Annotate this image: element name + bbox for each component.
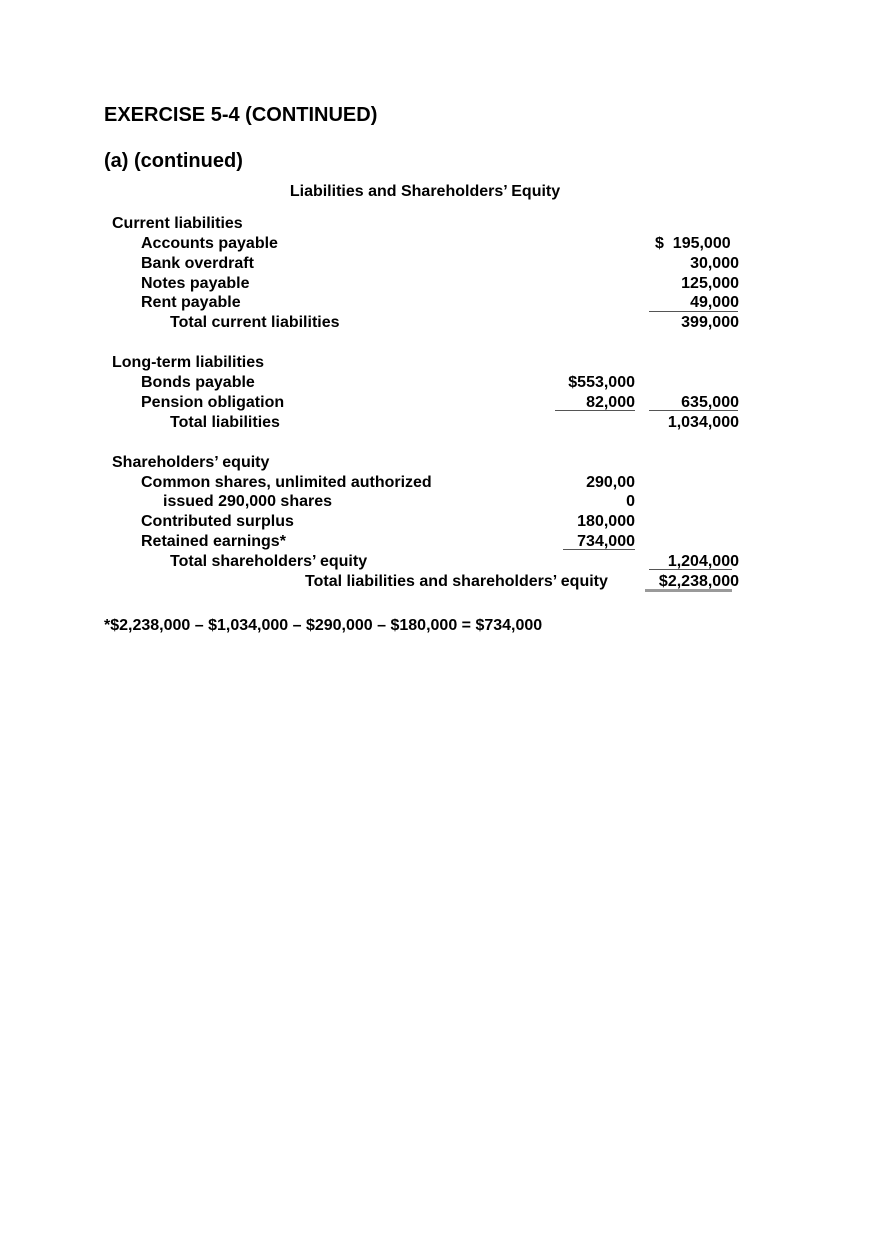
accounts-payable-label: Accounts payable	[141, 235, 278, 252]
total-shareholders-equity-label: Total shareholders’ equity	[170, 553, 368, 570]
pension-obligation-amount: 82,000	[586, 394, 635, 411]
total-liabilities-label: Total liabilities	[170, 414, 280, 431]
total-liabilities-amount: 1,034,000	[667, 414, 739, 431]
contributed-surplus-amount: 180,000	[577, 513, 635, 530]
part-heading: (a) (continued)	[104, 150, 243, 172]
notes-payable-amount: 125,000	[681, 275, 739, 292]
long-term-liabilities-heading: Long-term liabilities	[112, 354, 265, 371]
common-shares-label-line2: issued 290,000 shares	[163, 493, 333, 510]
accounts-payable-amount: $ 195,000	[655, 235, 731, 252]
grand-total-amount: $2,238,000	[658, 573, 739, 590]
exercise-title: EXERCISE 5-4 (CONTINUED)	[104, 104, 378, 126]
total-current-liabilities-amount: 399,000	[681, 314, 739, 331]
bonds-payable-label: Bonds payable	[141, 374, 255, 391]
retained-earnings-amount: 734,000	[577, 533, 635, 550]
double-underline	[645, 589, 732, 592]
contributed-surplus-label: Contributed surplus	[141, 513, 294, 530]
bank-overdraft-amount: 30,000	[690, 255, 739, 272]
current-liabilities-heading: Current liabilities	[112, 215, 243, 232]
long-term-liabilities-total: 635,000	[681, 394, 739, 411]
retained-earnings-label: Retained earnings*	[141, 533, 286, 550]
rent-payable-amount: 49,000	[690, 294, 739, 311]
underline	[563, 549, 635, 550]
bonds-payable-amount: $553,000	[568, 374, 635, 391]
total-current-liabilities-label: Total current liabilities	[170, 314, 340, 331]
underline	[649, 311, 738, 312]
notes-payable-label: Notes payable	[141, 275, 250, 292]
underline	[555, 410, 635, 411]
underline	[649, 569, 732, 570]
footnote: *$2,238,000 – $1,034,000 – $290,000 – $180,000 = $734,000	[104, 617, 543, 634]
grand-total-label: Total liabilities and shareholders’ equity	[305, 573, 608, 590]
bank-overdraft-label: Bank overdraft	[141, 255, 254, 272]
rent-payable-label: Rent payable	[141, 294, 241, 311]
total-shareholders-equity-amount: 1,204,000	[667, 553, 739, 570]
section-title: Liabilities and Shareholders’ Equity	[289, 183, 561, 200]
common-shares-label: Common shares, unlimited authorized	[141, 474, 432, 491]
common-shares-amount-line1: 290,00	[586, 474, 635, 491]
underline	[649, 410, 738, 411]
pension-obligation-label: Pension obligation	[141, 394, 285, 411]
shareholders-equity-heading: Shareholders’ equity	[112, 454, 270, 471]
common-shares-amount-line2: 0	[626, 493, 635, 510]
